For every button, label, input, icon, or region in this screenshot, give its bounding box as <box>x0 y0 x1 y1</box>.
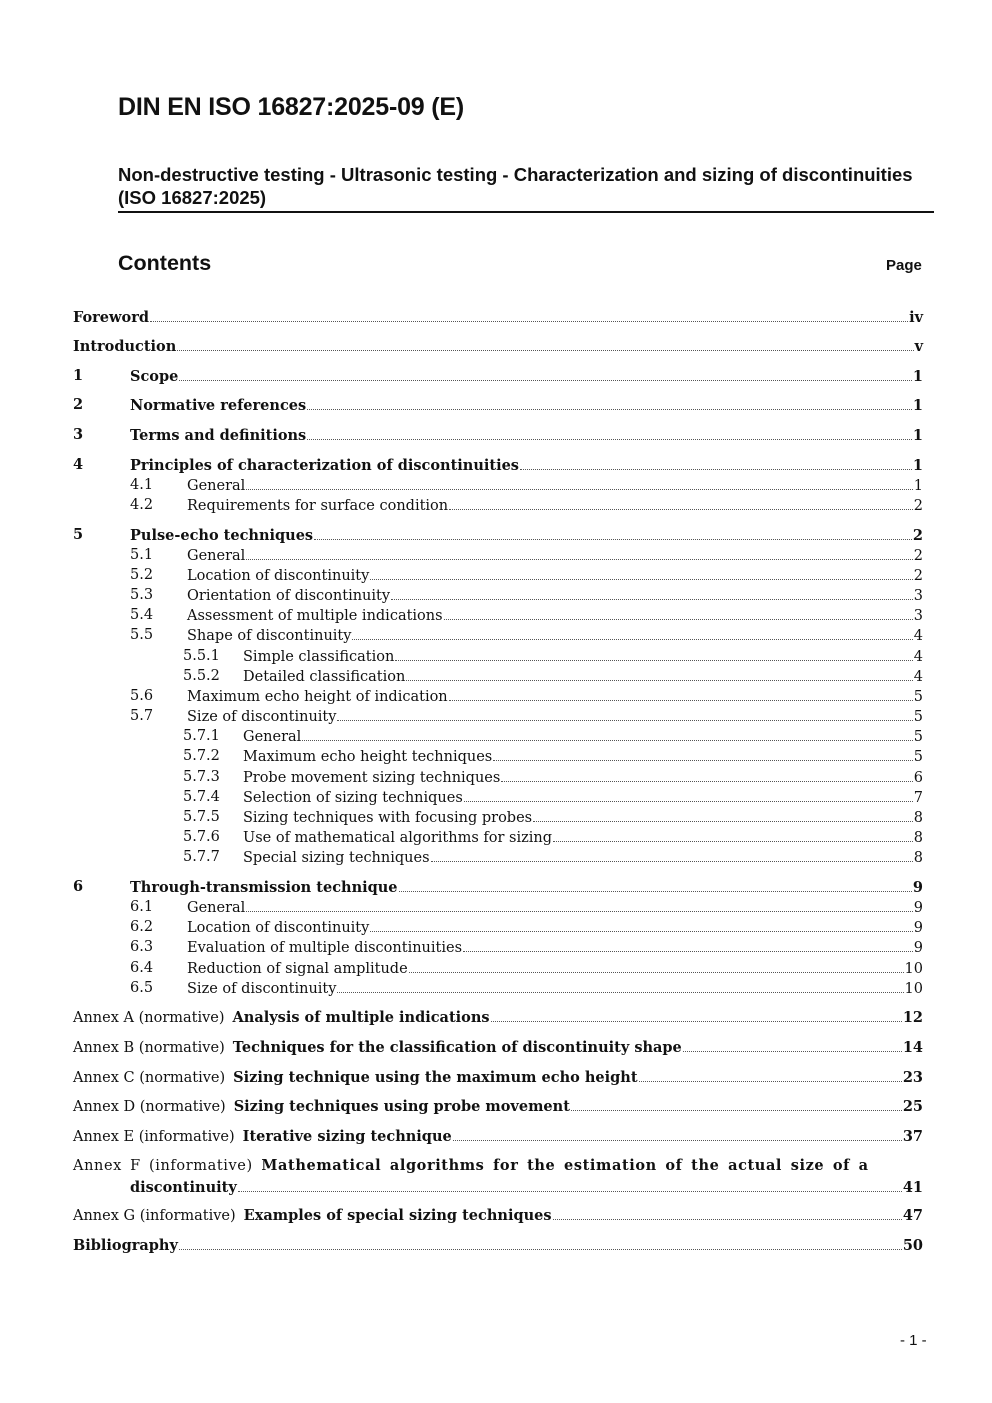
toc-label: Use of mathematical algorithms for sizing <box>243 830 553 846</box>
dot-leader <box>246 897 912 912</box>
toc-page: 8 <box>913 850 923 866</box>
toc-number: 4.2 <box>130 497 154 513</box>
page-column-heading: Page <box>886 257 922 274</box>
dot-leader <box>683 1037 902 1052</box>
toc-page: 10 <box>904 961 923 977</box>
dot-leader <box>370 917 912 932</box>
toc-page: 8 <box>913 830 923 846</box>
annex-prefix: Annex B (normative) <box>73 1040 225 1056</box>
toc-page: 3 <box>913 588 923 604</box>
dot-leader <box>449 495 913 510</box>
toc-number: 6.2 <box>130 919 154 935</box>
dot-leader <box>553 827 913 842</box>
toc-number: 3 <box>73 426 84 443</box>
dot-leader <box>314 525 912 540</box>
toc-label: Through-transmission technique <box>130 879 398 896</box>
toc-label: Simple classification <box>243 649 395 665</box>
toc-label: Normative references <box>130 397 307 414</box>
toc-number: 5.7.4 <box>183 789 220 805</box>
toc-number: 5.7.2 <box>183 748 220 764</box>
toc-label: Size of discontinuity <box>187 981 337 997</box>
dot-leader <box>399 877 912 892</box>
toc-page: 4 <box>913 649 923 665</box>
toc-page: 9 <box>912 879 923 896</box>
toc-label: General <box>187 900 246 916</box>
toc-page: 5 <box>913 749 923 765</box>
toc-number: 6.1 <box>130 899 154 915</box>
toc-number: 6.4 <box>130 960 154 976</box>
toc-number: 6.3 <box>130 939 154 955</box>
annex-prefix: Annex G (informative) <box>73 1208 236 1224</box>
toc-number: 5.7.3 <box>183 769 220 785</box>
toc-page: 7 <box>913 790 923 806</box>
document-title: DIN EN ISO 16827:2025-09 (E) <box>118 93 464 121</box>
toc-number: 5.7.7 <box>183 849 220 865</box>
toc-label: Analysis of multiple indications <box>232 1009 490 1026</box>
dot-leader <box>464 787 913 802</box>
toc-label: Evaluation of multiple discontinuities <box>187 940 463 956</box>
toc-page: 8 <box>913 810 923 826</box>
dot-leader <box>337 706 912 721</box>
document-subtitle: Non-destructive testing - Ultrasonic testing - Characterization and sizing of discontinuities (ISO 16827:2025) <box>118 163 934 213</box>
toc-number: 6.5 <box>130 980 154 996</box>
toc-page: v <box>914 338 923 355</box>
dot-leader <box>246 475 912 490</box>
toc-number: 5.7.1 <box>183 728 220 744</box>
contents-heading: Contents <box>118 251 212 275</box>
toc-number: 5.6 <box>130 688 154 704</box>
dot-leader <box>370 565 912 580</box>
toc-number: 6 <box>73 878 84 895</box>
dot-leader <box>453 1126 902 1141</box>
dot-leader <box>150 307 908 322</box>
dot-leader <box>553 1205 902 1220</box>
toc-label: Iterative sizing technique <box>242 1128 452 1145</box>
toc-label: Bibliography <box>73 1237 178 1254</box>
toc-label: Maximum echo height techniques <box>243 749 493 765</box>
dot-leader <box>493 746 913 761</box>
toc-page: 5 <box>913 709 923 725</box>
annex-prefix: Annex F (informative) <box>73 1158 253 1174</box>
dot-leader <box>395 646 912 661</box>
dot-leader <box>444 605 913 620</box>
toc-label: Reduction of signal amplitude <box>187 961 408 977</box>
annex-prefix: Annex A (normative) <box>73 1010 225 1026</box>
toc-page: 50 <box>902 1237 923 1254</box>
toc-label: Size of discontinuity <box>187 709 337 725</box>
dot-leader <box>409 958 904 973</box>
annex-prefix: Annex D (normative) <box>73 1099 226 1115</box>
toc-number: 5.7.5 <box>183 809 220 825</box>
annex-f-line-1 <box>73 1155 923 1177</box>
dot-leader <box>179 366 912 381</box>
toc-page: 23 <box>902 1069 923 1086</box>
toc-label: General <box>187 478 246 494</box>
dot-leader <box>177 336 913 351</box>
toc-label: General <box>243 729 302 745</box>
toc-label: Location of discontinuity <box>187 568 370 584</box>
toc-page: 1 <box>912 397 923 414</box>
toc-label: Orientation of discontinuity <box>187 588 391 604</box>
toc-label: Selection of sizing techniques <box>243 790 463 806</box>
toc-page: 2 <box>913 568 923 584</box>
toc-label: Foreword <box>73 309 149 326</box>
dot-leader <box>406 666 912 681</box>
toc-page: 2 <box>913 548 923 564</box>
toc-label: Special sizing techniques <box>243 850 430 866</box>
toc-page: 1 <box>912 457 923 474</box>
toc-label: Principles of characterization of discontinuities <box>130 457 519 474</box>
toc-page: 2 <box>912 527 923 544</box>
dot-leader <box>449 686 913 701</box>
toc-label: Location of discontinuity <box>187 920 370 936</box>
toc-page: 3 <box>913 608 923 624</box>
dot-leader <box>533 807 913 822</box>
toc-number: 4 <box>73 456 84 473</box>
toc-page: 14 <box>902 1039 923 1056</box>
toc-page: 4 <box>913 628 923 644</box>
toc-label: Requirements for surface condition <box>187 498 449 514</box>
toc-number: 5.7.6 <box>183 829 220 845</box>
toc-page: 5 <box>913 689 923 705</box>
toc-page: 1 <box>913 478 923 494</box>
dot-leader <box>337 978 903 993</box>
toc-page: 25 <box>902 1098 923 1115</box>
annex-f-line-2 <box>73 1177 923 1198</box>
toc-label-continued: discontinuity <box>130 1179 237 1196</box>
toc-number: 5.5.2 <box>183 668 220 684</box>
toc-label: Maximum echo height of indication <box>187 689 448 705</box>
toc-label: Scope <box>130 368 179 385</box>
toc-entry-annex-f[interactable] <box>73 1155 923 1198</box>
dot-leader <box>520 455 912 470</box>
annex-prefix: Annex E (informative) <box>73 1129 235 1145</box>
toc-number: 5.1 <box>130 547 154 563</box>
toc-number: 5.4 <box>130 607 154 623</box>
dot-leader <box>246 545 912 560</box>
toc-label: Sizing techniques with focusing probes <box>243 810 533 826</box>
dot-leader <box>571 1096 902 1111</box>
toc-number: 5.5.1 <box>183 648 220 664</box>
toc-page: 47 <box>902 1207 923 1224</box>
dot-leader <box>491 1007 902 1022</box>
dot-leader <box>463 937 913 952</box>
toc-number: 5 <box>73 526 84 543</box>
toc-number: 5.3 <box>130 587 154 603</box>
toc-page: 9 <box>913 920 923 936</box>
annex-prefix: Annex C (normative) <box>73 1070 226 1086</box>
toc-page: iv <box>909 309 923 326</box>
toc-page: 9 <box>913 900 923 916</box>
toc-label: General <box>187 548 246 564</box>
toc-page: 12 <box>902 1009 923 1026</box>
toc-number: 5.2 <box>130 567 154 583</box>
dot-leader <box>501 767 912 782</box>
toc-label: Mathematical algorithms for the estimation of the actual size of a <box>261 1157 869 1174</box>
toc-label: Techniques for the classification of discontinuity shape <box>232 1039 682 1056</box>
dot-leader <box>302 726 912 741</box>
dot-leader <box>238 1177 902 1192</box>
toc-page: 4 <box>913 669 923 685</box>
toc-number: 4.1 <box>130 477 154 493</box>
toc-number: 5.7 <box>130 708 154 724</box>
toc-page: 1 <box>912 368 923 385</box>
toc-page: 10 <box>904 981 923 997</box>
toc-label: Examples of special sizing techniques <box>243 1207 552 1224</box>
dot-leader <box>431 847 913 862</box>
toc-page: 41 <box>902 1179 923 1196</box>
toc-page: 5 <box>913 729 923 745</box>
toc-number: 5.5 <box>130 627 154 643</box>
toc-label: Detailed classification <box>243 669 406 685</box>
dot-leader <box>639 1067 902 1082</box>
toc-label: Pulse-echo techniques <box>130 527 314 544</box>
dot-leader <box>307 425 912 440</box>
dot-leader <box>179 1235 902 1250</box>
toc-label: Sizing techniques using probe movement <box>233 1098 570 1115</box>
dot-leader <box>352 625 912 640</box>
toc-page: 1 <box>912 427 923 444</box>
toc-label: Introduction <box>73 338 177 355</box>
toc-label: Assessment of multiple indications <box>187 608 443 624</box>
toc-label: Shape of discontinuity <box>187 628 352 644</box>
toc-page: 2 <box>913 498 923 514</box>
page-number: - 1 - <box>900 1332 927 1349</box>
toc-label: Probe movement sizing techniques <box>243 770 501 786</box>
dot-leader <box>391 585 913 600</box>
toc-page: 6 <box>913 770 923 786</box>
toc-label: Sizing technique using the maximum echo height <box>233 1069 638 1086</box>
toc-number: 2 <box>73 396 84 413</box>
dot-leader <box>307 395 912 410</box>
toc-page: 9 <box>913 940 923 956</box>
toc-label: Terms and definitions <box>130 427 307 444</box>
toc-page: 37 <box>902 1128 923 1145</box>
toc-number: 1 <box>73 367 84 384</box>
